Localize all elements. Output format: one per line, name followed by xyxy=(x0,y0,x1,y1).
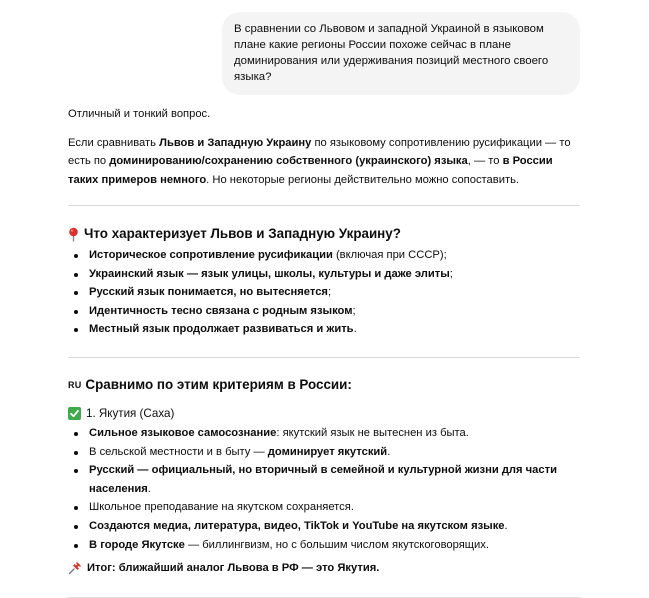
list-item: Сильное языковое самосознание: якутский язык не вытеснен из быта. xyxy=(68,424,582,443)
section-heading-lviv xyxy=(68,224,582,244)
conclusion-text: Итог: ближайший аналог Львова в РФ — это Якутия. xyxy=(87,562,380,575)
user-message-text: В сравнении со Львовом и западной Украиной в языковом плане какие регионы России похоже сейчас в плане доминирования или удерживания позиций местного своего языка? xyxy=(234,23,549,83)
subsection-heading-yakutia-text: 1. Якутия (Саха) xyxy=(86,406,175,420)
round-pushpin-icon xyxy=(68,227,79,242)
list-item: Местный язык продолжает развиваться и жить. xyxy=(68,320,582,339)
divider xyxy=(68,205,580,206)
list-item: В сельской местности и в быту — доминирует якутский. xyxy=(68,443,582,462)
para-text-1: Если сравнивать xyxy=(68,136,160,149)
yakutia-features-list xyxy=(68,424,582,554)
para-text-3: по языковому сопротивлению русификации — то есть по xyxy=(68,136,571,167)
answer-paragraph xyxy=(68,134,582,190)
para-bold-lviv: Львов и Западную Украину xyxy=(159,136,312,149)
lviv-features-list xyxy=(68,246,582,339)
section-heading-lviv-text: Что характеризует Львов и Западную Украину? xyxy=(84,226,401,241)
section-heading-russia-text: Сравнимо по этим критериям в России: xyxy=(85,376,352,392)
check-mark-button-icon xyxy=(68,407,81,420)
para-bold-dominance: доминированию/сохранению собственного (украинского) языка xyxy=(109,155,468,167)
subsection-heading-yakutia xyxy=(68,405,582,423)
ru-flag-icon: RU xyxy=(68,379,82,390)
list-item: Создаются медиа, литература, видео, TikTok и YouTube на якутском языке. xyxy=(68,517,582,536)
yakutia-conclusion xyxy=(68,559,582,578)
para-text-7: . Но некоторые регионы действительно можно сопоставить. xyxy=(206,173,520,186)
list-item: Украинский язык — язык улицы, школы, культуры и даже элиты; xyxy=(68,265,582,284)
user-message-bubble xyxy=(222,12,580,95)
list-item: Русский — официальный, но вторичный в семейной и культурной жизни для части населения. xyxy=(68,461,582,498)
list-item: Русский язык понимается, но вытесняется; xyxy=(68,283,582,302)
assistant-response xyxy=(68,105,582,598)
divider xyxy=(68,357,580,358)
list-item: Идентичность тесно связана с родным языком; xyxy=(68,302,582,321)
list-item: В городе Якутске — биллингвизм, но с большим числом якутскоговорящих. xyxy=(68,536,582,555)
section-heading-russia xyxy=(68,375,582,395)
list-item: Историческое сопротивление русификации (включая при СССР); xyxy=(68,246,582,265)
pushpin-icon xyxy=(68,561,82,575)
list-item: Школьное преподавание на якутском сохраняется. xyxy=(68,498,582,517)
para-bold-russia: в России таких примеров немного xyxy=(68,155,553,186)
answer-intro: Отличный и тонкий вопрос. xyxy=(68,108,211,120)
para-text-5: , — то xyxy=(467,155,503,167)
divider xyxy=(68,597,580,598)
